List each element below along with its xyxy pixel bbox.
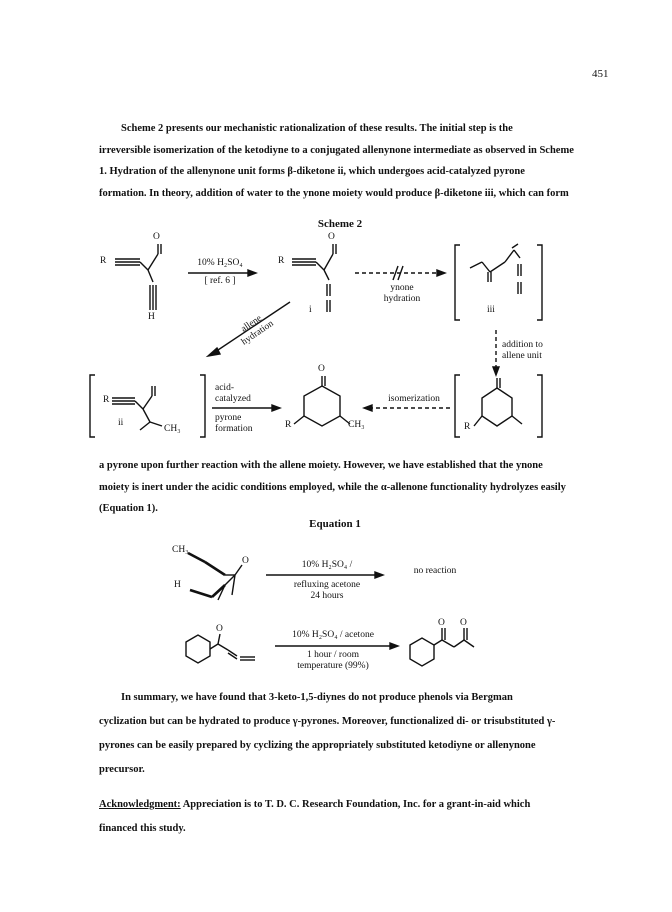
text-line: irreversible isomerization of the ketodiyne to a conjugated allenynone intermediate as observed in Scheme xyxy=(99,144,574,156)
scheme-label-R4: R xyxy=(285,420,292,430)
eq-label-O2: O xyxy=(216,624,223,634)
eq-condition-2a: 1 hour / room xyxy=(307,650,359,660)
eq-condition-1a: refluxing acetone xyxy=(293,580,361,590)
scheme-label-CH3: CH₃ xyxy=(164,424,181,434)
paragraph-2 xyxy=(99,455,579,520)
eq-result-1: no reaction xyxy=(413,566,457,576)
arrow-acid-catalyzed xyxy=(212,405,280,411)
eq-label-H: H xyxy=(174,580,181,590)
scheme-label-R: R xyxy=(100,256,107,266)
bracket-iii xyxy=(455,244,542,320)
scheme-label-O: O xyxy=(153,232,160,242)
arrow-addition-allene xyxy=(493,330,499,375)
text-line: 1. Hydration of the allenynone unit forms β-diketone ii, which undergoes acid-catalyzed pyrone xyxy=(99,166,525,177)
eq-condition-1b: 24 hours xyxy=(310,591,344,601)
text-line: pyrones can be easily prepared by cyclizing the appropriately substituted ketodiyne or allenynone xyxy=(99,740,536,751)
allene-hydration-label: allene hydration xyxy=(239,313,276,348)
gamma-pyrone-structure xyxy=(294,376,350,426)
compound-label-iii: iii xyxy=(487,305,495,315)
text-line: (Equation 1). xyxy=(99,503,158,514)
scheme-label-R2: R xyxy=(278,256,285,266)
phenyl-allenone-structure xyxy=(186,634,255,663)
eq-label-O3: O xyxy=(438,618,445,628)
eq-reagent-1: 10% H₂SO₄ / xyxy=(301,560,353,570)
acid-catalyzed-label: acid- catalyzed xyxy=(215,383,251,404)
paragraph-3 xyxy=(99,686,579,782)
phenyl-diketone-structure xyxy=(410,628,474,666)
scheme-label-CH3-2: CH₃ xyxy=(348,420,365,430)
eq-condition-2b: temperature (99%) xyxy=(297,661,369,671)
text-line: precursor. xyxy=(99,764,145,775)
equation-title: Equation 1 xyxy=(309,518,361,530)
scheme-label-R5: R xyxy=(464,422,471,432)
text-line: Scheme 2 presents our mechanistic rationalization of these results. The initial step is the xyxy=(121,123,513,134)
allene-unit-label: allene unit xyxy=(502,351,542,361)
ketodiyne-equation-structure xyxy=(188,553,225,597)
eq-label-O4: O xyxy=(460,618,467,628)
acknowledgment-text: Appreciation is to T. D. C. Research Foundation, Inc. for a grant-in-aid which xyxy=(180,799,531,810)
text-line: formation. In theory, addition of water to the ynone moiety would produce β-diketone iii, which can form xyxy=(99,187,569,199)
reference-label: [ ref. 6 ] xyxy=(204,276,236,286)
acknowledgment-line xyxy=(99,793,579,817)
text-line: In summary, we have found that 3-keto-1,5-diynes do not produce phenols via Bergman xyxy=(121,692,513,703)
addition-to-label: addition to xyxy=(502,340,543,350)
scheme-label-O3: O xyxy=(318,364,325,374)
allenynone-i-structure xyxy=(292,244,336,312)
ketodiyne-equation-core xyxy=(218,565,242,600)
arrow-isomerization xyxy=(364,405,450,411)
arrow-ynone-hydration xyxy=(355,266,445,280)
acknowledgment-label: Acknowledgment: xyxy=(99,799,181,810)
text-line: a pyrone upon further reaction with the allene moiety. However, we have established that the ynone xyxy=(99,460,543,471)
arrow-equation-1 xyxy=(266,572,383,578)
text-line: cyclization but can be hydrated to produce γ-pyrones. Moreover, functionalized di- or trisubstituted γ- xyxy=(99,716,556,727)
compound-label-ii: ii xyxy=(118,418,124,428)
eq-label-CH3: CH₃ xyxy=(172,545,189,555)
scheme-label-H: H xyxy=(148,312,155,322)
ketodiyne-structure xyxy=(115,244,161,310)
scheme-title: Scheme 2 xyxy=(317,218,363,230)
text-line: moiety is inert under the acidic conditions employed, while the α-allenone functionality hydrolyzes easily xyxy=(99,481,566,493)
bracket-ii xyxy=(90,375,205,437)
pyrone-formation-label: pyrone formation xyxy=(215,413,253,434)
ynone-hydration-label: ynone hydration xyxy=(383,283,421,304)
compound-label-i: i xyxy=(309,305,312,315)
eq-label-O: O xyxy=(242,556,249,566)
scheme-label-O2: O xyxy=(328,232,335,242)
arrow-equation-2 xyxy=(275,643,398,649)
isomerization-label: isomerization xyxy=(388,394,440,404)
reagent-h2so4: 10% H₂SO₄ xyxy=(197,258,243,268)
page-number: 451 xyxy=(592,68,609,80)
scheme-label-R3: R xyxy=(103,395,110,405)
eq-reagent-2: 10% H₂SO₄ / acetone xyxy=(292,630,374,640)
acknowledgment xyxy=(99,793,579,841)
acknowledgment-line-2: financed this study. xyxy=(99,823,186,834)
